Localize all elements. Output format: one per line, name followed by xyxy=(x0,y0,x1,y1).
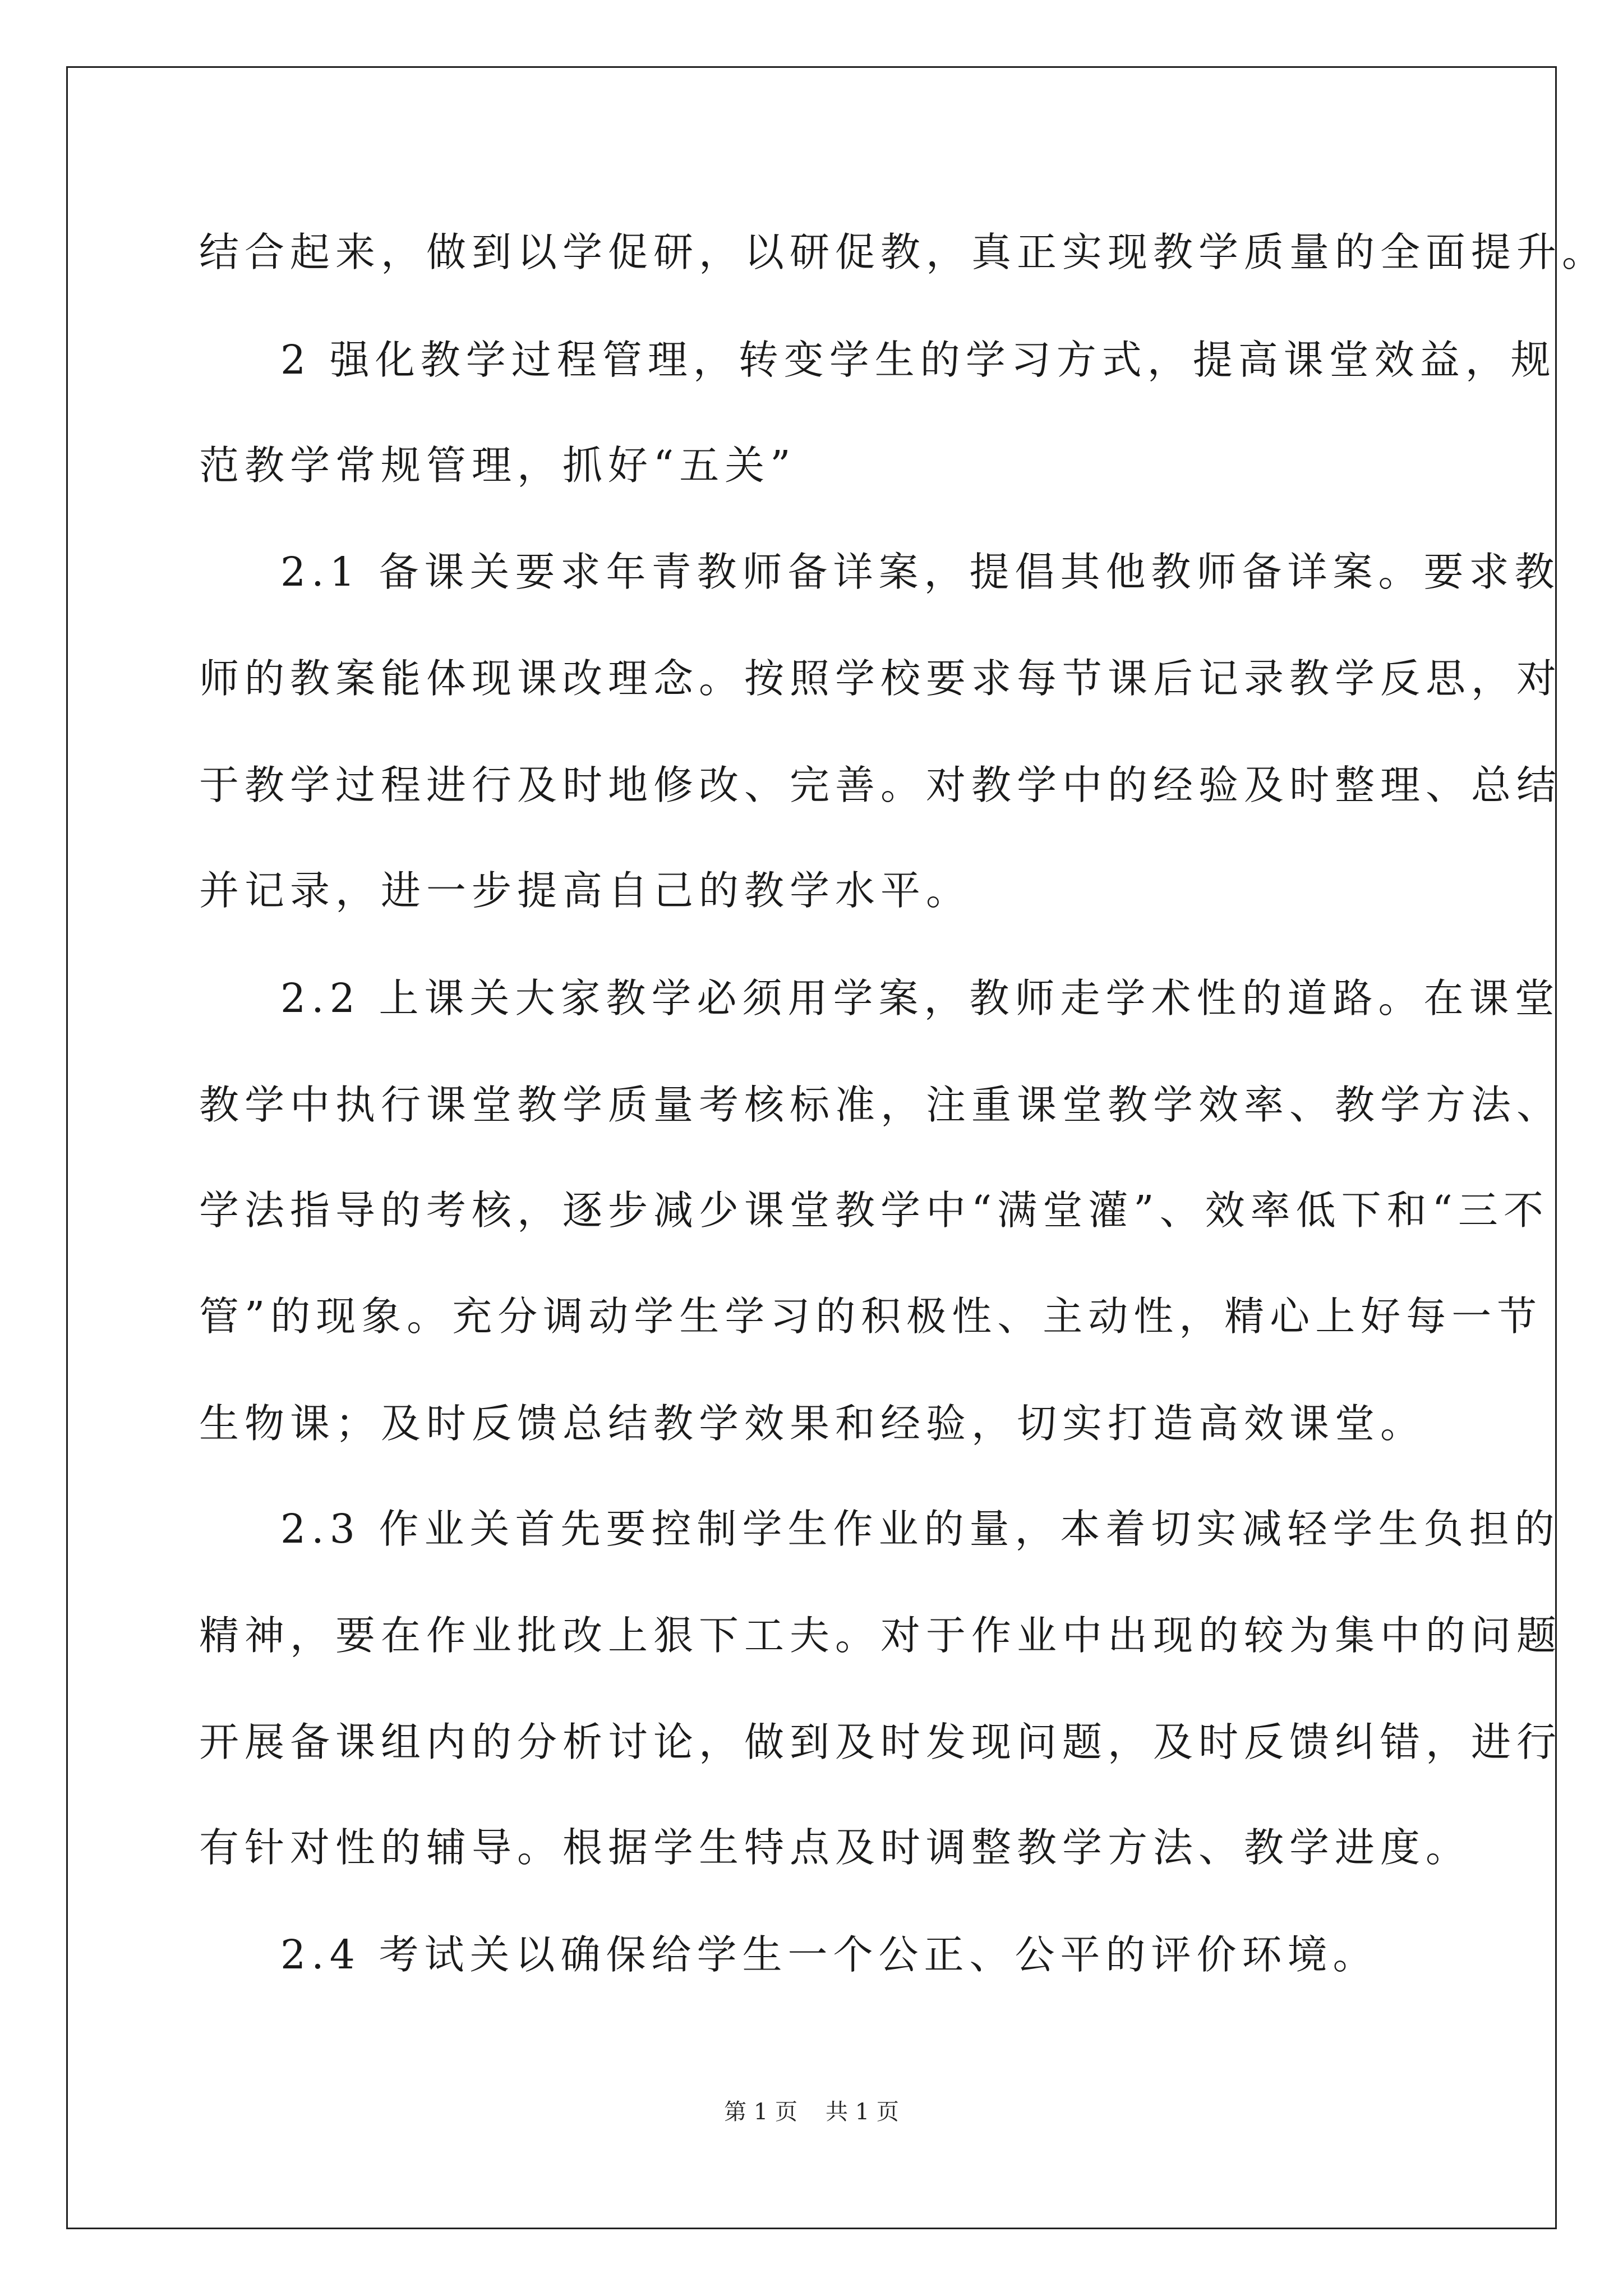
text-line: 有针对性的辅导。根据学生特点及时调整教学方法、教学进度。 xyxy=(199,1824,1472,1871)
text-line: 学法指导的考核，逐步减少课堂教学中“满堂灌”、效率低下和“三不 xyxy=(199,1187,1549,1234)
text-line: 2 强化教学过程管理，转变学生的学习方式，提高课堂效益，规 xyxy=(280,337,1556,383)
text-line: 2.4 考试关以确保给学生一个公正、公平的评价环境。 xyxy=(280,1931,1378,1978)
text-line: 范教学常规管理，抓好“五关” xyxy=(199,442,796,489)
text-line: 开展备课组内的分析讨论，做到及时发现问题，及时反馈纠错，进行 xyxy=(199,1719,1562,1765)
text-line: 于教学过程进行及时地修改、完善。对教学中的经验及时整理、总结 xyxy=(199,762,1562,808)
page-border xyxy=(66,66,1557,2229)
page-footer xyxy=(0,2098,1623,2126)
page-total: 共 1 页 xyxy=(826,2099,899,2125)
text-line: 并记录，进一步提高自己的教学水平。 xyxy=(199,867,972,914)
text-line: 2.2 上课关大家教学必须用学案，教师走学术性的道路。在课堂 xyxy=(280,975,1560,1022)
text-line: 师的教案能体现课改理念。按照学校要求每节课后记录教学反思，对 xyxy=(199,655,1562,702)
text-line: 教学中执行课堂教学质量考核标准，注重课堂教学效率、教学方法、 xyxy=(199,1082,1562,1128)
text-line: 2.1 备课关要求年青教师备详案，提倡其他教师备详案。要求教 xyxy=(280,549,1560,595)
text-line: 结合起来，做到以学促研，以研促教，真正实现教学质量的全面提升。 xyxy=(199,229,1608,275)
text-line: 管”的现象。充分调动学生学习的积极性、主动性，精心上好每一节 xyxy=(199,1293,1543,1340)
text-line: 生物课；及时反馈总结教学效果和经验，切实打造高效课堂。 xyxy=(199,1400,1426,1447)
text-line: 2.3 作业关首先要控制学生作业的量，本着切实减轻学生负担的 xyxy=(280,1506,1560,1552)
page-number: 第 1 页 xyxy=(724,2099,797,2125)
text-line: 精神，要在作业批改上狠下工夫。对于作业中出现的较为集中的问题 xyxy=(199,1612,1562,1659)
